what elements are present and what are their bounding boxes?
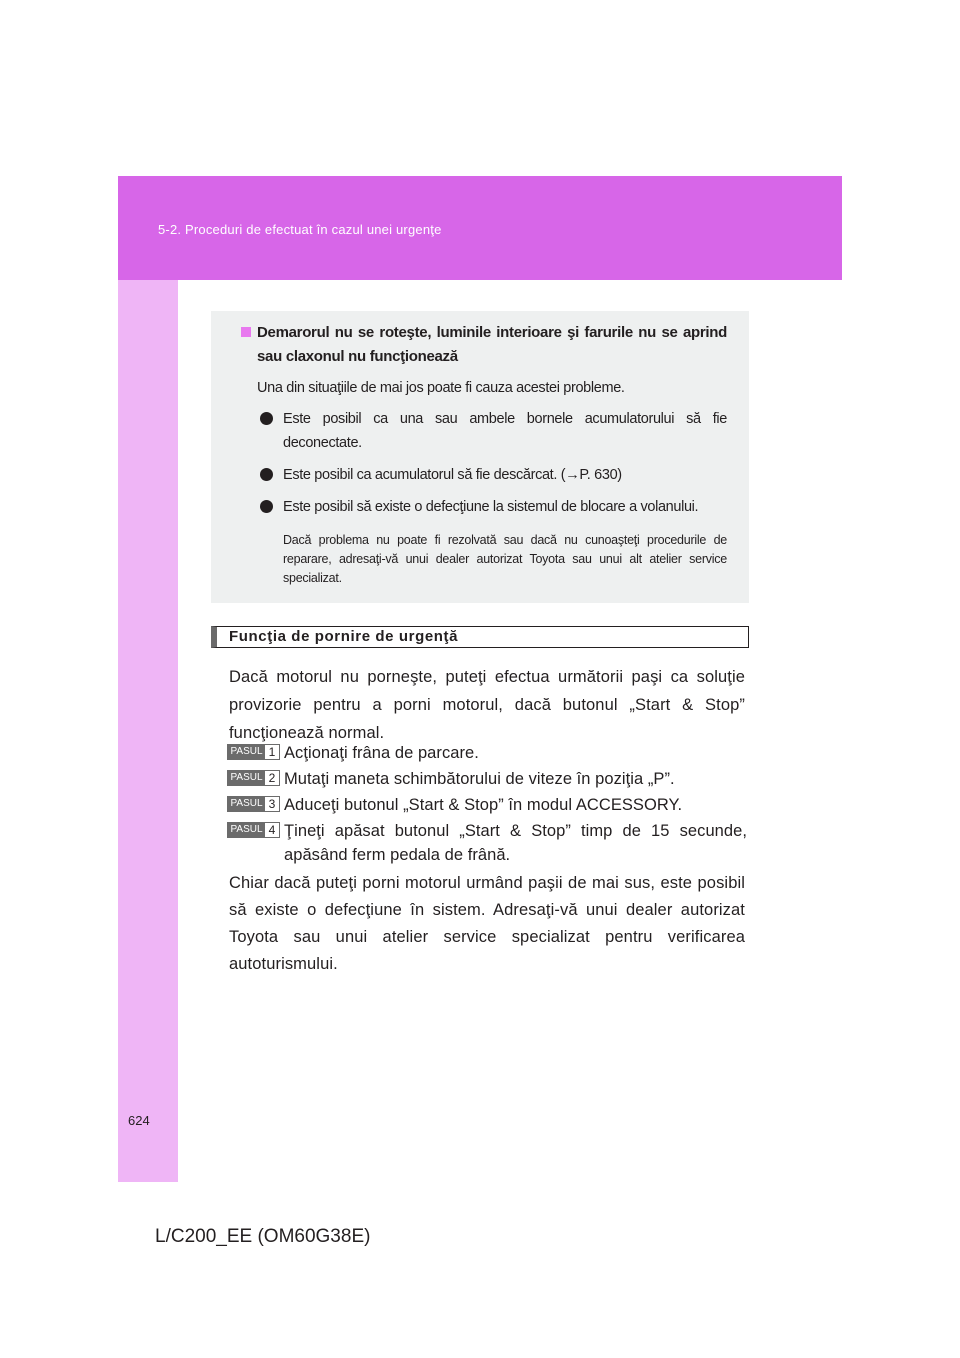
info-lead: Una din situaţiile de mai jos poate fi cauza acestei probleme. xyxy=(257,380,625,396)
step-badge xyxy=(227,822,280,838)
step-text: Aduceţi butonul „Start & Stop” în modul ACCESSORY. xyxy=(284,796,683,814)
bullet-dot-icon xyxy=(260,412,273,425)
step-badge-number: 1 xyxy=(265,745,279,759)
page-number: 624 xyxy=(128,1113,150,1128)
info-heading xyxy=(241,321,727,369)
info-box xyxy=(211,311,749,603)
section-heading: Funcţia de pornire de urgenţă xyxy=(229,628,459,645)
section-header-title: 5-2. Proceduri de efectuat în cazul unei urgenţe xyxy=(158,222,442,237)
step-badge-number: 4 xyxy=(265,823,279,837)
bullet-text: Este posibil ca acumulatorul să fie descărcat. (→P. 630) xyxy=(283,467,622,483)
step-badge xyxy=(227,744,280,760)
bullet-text: Este posibil să existe o defecţiune la sistemul de blocare a volanului. xyxy=(283,499,699,515)
step-4 xyxy=(227,819,747,867)
step-2 xyxy=(227,767,747,791)
closing-paragraph: Chiar dacă puteţi porni motorul urmând paşii de mai sus, este posibil să existe o defecţiune în sistem. Adresaţi-vă unui dealer autorizat Toyota sau unui atelier service specializat pentru verificarea autoturismului. xyxy=(229,874,745,973)
side-strip xyxy=(118,280,178,1182)
section-heading-bar xyxy=(211,626,749,648)
bullet-text: Este posibil ca una sau ambele bornele acumulatorului să fie deconectate. xyxy=(283,411,727,451)
step-text: Ţineţi apăsat butonul „Start & Stop” timp de 15 secunde, apăsând ferm pedala de frână. xyxy=(284,822,747,864)
info-bullet xyxy=(241,495,727,519)
step-badge-word: PASUL xyxy=(228,745,265,759)
info-bullet xyxy=(241,407,727,455)
step-badge xyxy=(227,796,280,812)
step-badge-number: 2 xyxy=(265,771,279,785)
step-badge xyxy=(227,770,280,786)
info-bullet xyxy=(241,463,727,487)
square-bullet-icon xyxy=(241,327,251,337)
step-1 xyxy=(227,741,747,765)
step-3 xyxy=(227,793,747,817)
footer-code: L/C200_EE (OM60G38E) xyxy=(155,1226,371,1247)
bullet-dot-icon xyxy=(260,468,273,481)
info-heading-text: Demarorul nu se roteşte, luminile interioare şi farurile nu se aprind sau claxonul nu funcţionează xyxy=(257,324,727,365)
step-text: Acţionaţi frâna de parcare. xyxy=(284,744,479,762)
intro-paragraph: Dacă motorul nu porneşte, puteţi efectua următorii paşi ca soluţie provizorie pentru a porni motorul, dacă butonul „Start & Stop” funcţionează normal. xyxy=(229,668,745,742)
info-note: Dacă problema nu poate fi rezolvată sau dacă nu cunoaşteţi procedurile de reparare, adresaţi-vă unui dealer autorizat Toyota sau unui alt atelier service specializat. xyxy=(283,533,727,585)
step-badge-number: 3 xyxy=(265,797,279,811)
step-badge-word: PASUL xyxy=(228,797,265,811)
step-badge-word: PASUL xyxy=(228,771,265,785)
bullet-dot-icon xyxy=(260,500,273,513)
step-badge-word: PASUL xyxy=(228,823,265,837)
step-text: Mutaţi maneta schimbătorului de viteze în poziţia „P”. xyxy=(284,770,675,788)
